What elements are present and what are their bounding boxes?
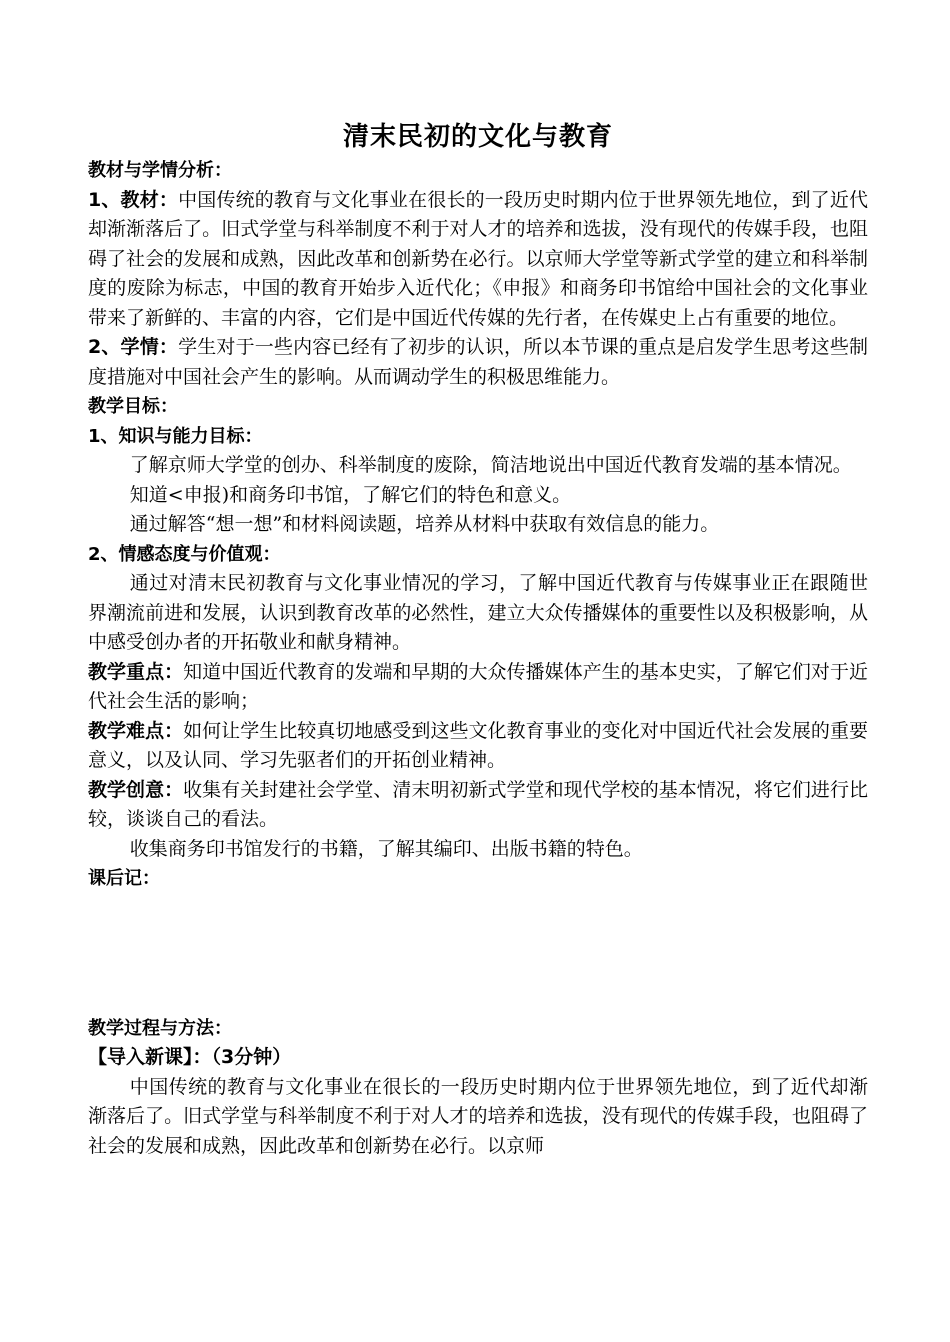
paragraph-text: 知道中国近代教育的发端和早期的大众传播媒体产生的基本史实，了解它们对于近代社会生活的影响； xyxy=(88,660,868,712)
paragraph-text: 中国传统的教育与文化事业在很长的一段历史时期内位于世界领先地位，到了近代却渐渐落后了。旧式学堂与科举制度不利于对人才的培养和选拔，没有现代的传媒手段，也阻碍了社会的发展和成熟，因此改革和创新势在必行。以京师大学堂等新式学堂的建立和科举制度的废除为标志，中国的教育开始步入近代化；《申报》和商务印书馆给中国社会的文化事业带来了新鲜的、丰富的内容，它们是中国近代传媒的先行者，在传媒史上占有重要的地位。 xyxy=(88,188,868,329)
paragraph-textbook xyxy=(88,186,868,334)
paragraph-learning-situation xyxy=(88,333,868,392)
section-heading-goals: 教学目标： xyxy=(88,396,178,417)
paragraph-intro-heading xyxy=(88,1043,868,1073)
subheading-attitude: 2、情感态度与价值观： xyxy=(88,543,281,565)
paragraph-knowledge-3: 通过解答“想一想”和材料阅读题，培养从材料中获取有效信息的能力。 xyxy=(129,513,720,535)
section-heading-after-class: 课后记： xyxy=(88,868,160,889)
paragraph-creativity xyxy=(88,776,868,835)
document-page xyxy=(88,118,868,1161)
paragraph-text: 如何让学生比较真切地感受到这些文化教育事业的变化对中国近代社会发展的重要意义，以及认同、学习先驱者们的开拓创业精神。 xyxy=(88,719,868,771)
paragraph-attitude: 通过对清末民初教育与文化事业情况的学习，了解中国近代教育与传媒事业正在跟随世界潮流前进和发展，认识到教育改革的必然性，建立大众传播媒体的重要性以及积极影响，从中感受创办者的开拓敬业和献身精神。 xyxy=(88,572,868,653)
paragraph-key-points xyxy=(88,658,868,717)
section-heading-process: 教学过程与方法： xyxy=(88,1017,232,1039)
paragraph-lead: 教学重点： xyxy=(88,660,184,683)
blank-space xyxy=(88,894,868,1014)
paragraph-lead: 2、学情： xyxy=(88,336,179,358)
paragraph-lead: 1、教材： xyxy=(88,188,179,211)
paragraph-text: 收集有关封建社会学堂、清末明初新式学堂和现代学校的基本情况，将它们进行比较，谈谈自己的看法。 xyxy=(88,778,868,830)
page-title: 清末民初的文化与教育 xyxy=(342,122,613,152)
paragraph-knowledge-1: 了解京师大学堂的创办、科举制度的废除，简洁地说出中国近代教育发端的基本情况。 xyxy=(129,454,852,476)
paragraph-intro: 中国传统的教育与文化事业在很长的一段历史时期内位于世界领先地位，到了近代却渐渐落后了。旧式学堂与科举制度不利于对人才的培养和选拔，没有现代的传媒手段，也阻碍了社会的发展和成熟，因此改革和创新势在必行。以京师 xyxy=(88,1075,868,1157)
paragraph-lead: 教学创意： xyxy=(88,778,184,801)
paragraph-creativity-2: 收集商务印书馆发行的书籍，了解其编印、出版书籍的特色。 xyxy=(129,837,643,860)
intro-lead: 【导入新课】： xyxy=(88,1046,212,1068)
intro-time: （3分钟） xyxy=(211,1046,292,1068)
subheading-knowledge: 1、知识与能力目标： xyxy=(88,425,263,447)
section-heading-analysis: 教材与学情分析： xyxy=(88,160,232,181)
paragraph-knowledge-2: 知道<申报)和商务印书馆，了解它们的特色和意义。 xyxy=(129,483,572,506)
paragraph-difficulties xyxy=(88,717,868,776)
paragraph-text: 学生对于一些内容已经有了初步的认识，所以本节课的重点是启发学生思考这些制度措施对中国社会产生的影响。从而调动学生的积极思维能力。 xyxy=(88,336,868,388)
paragraph-lead: 教学难点： xyxy=(88,719,184,742)
